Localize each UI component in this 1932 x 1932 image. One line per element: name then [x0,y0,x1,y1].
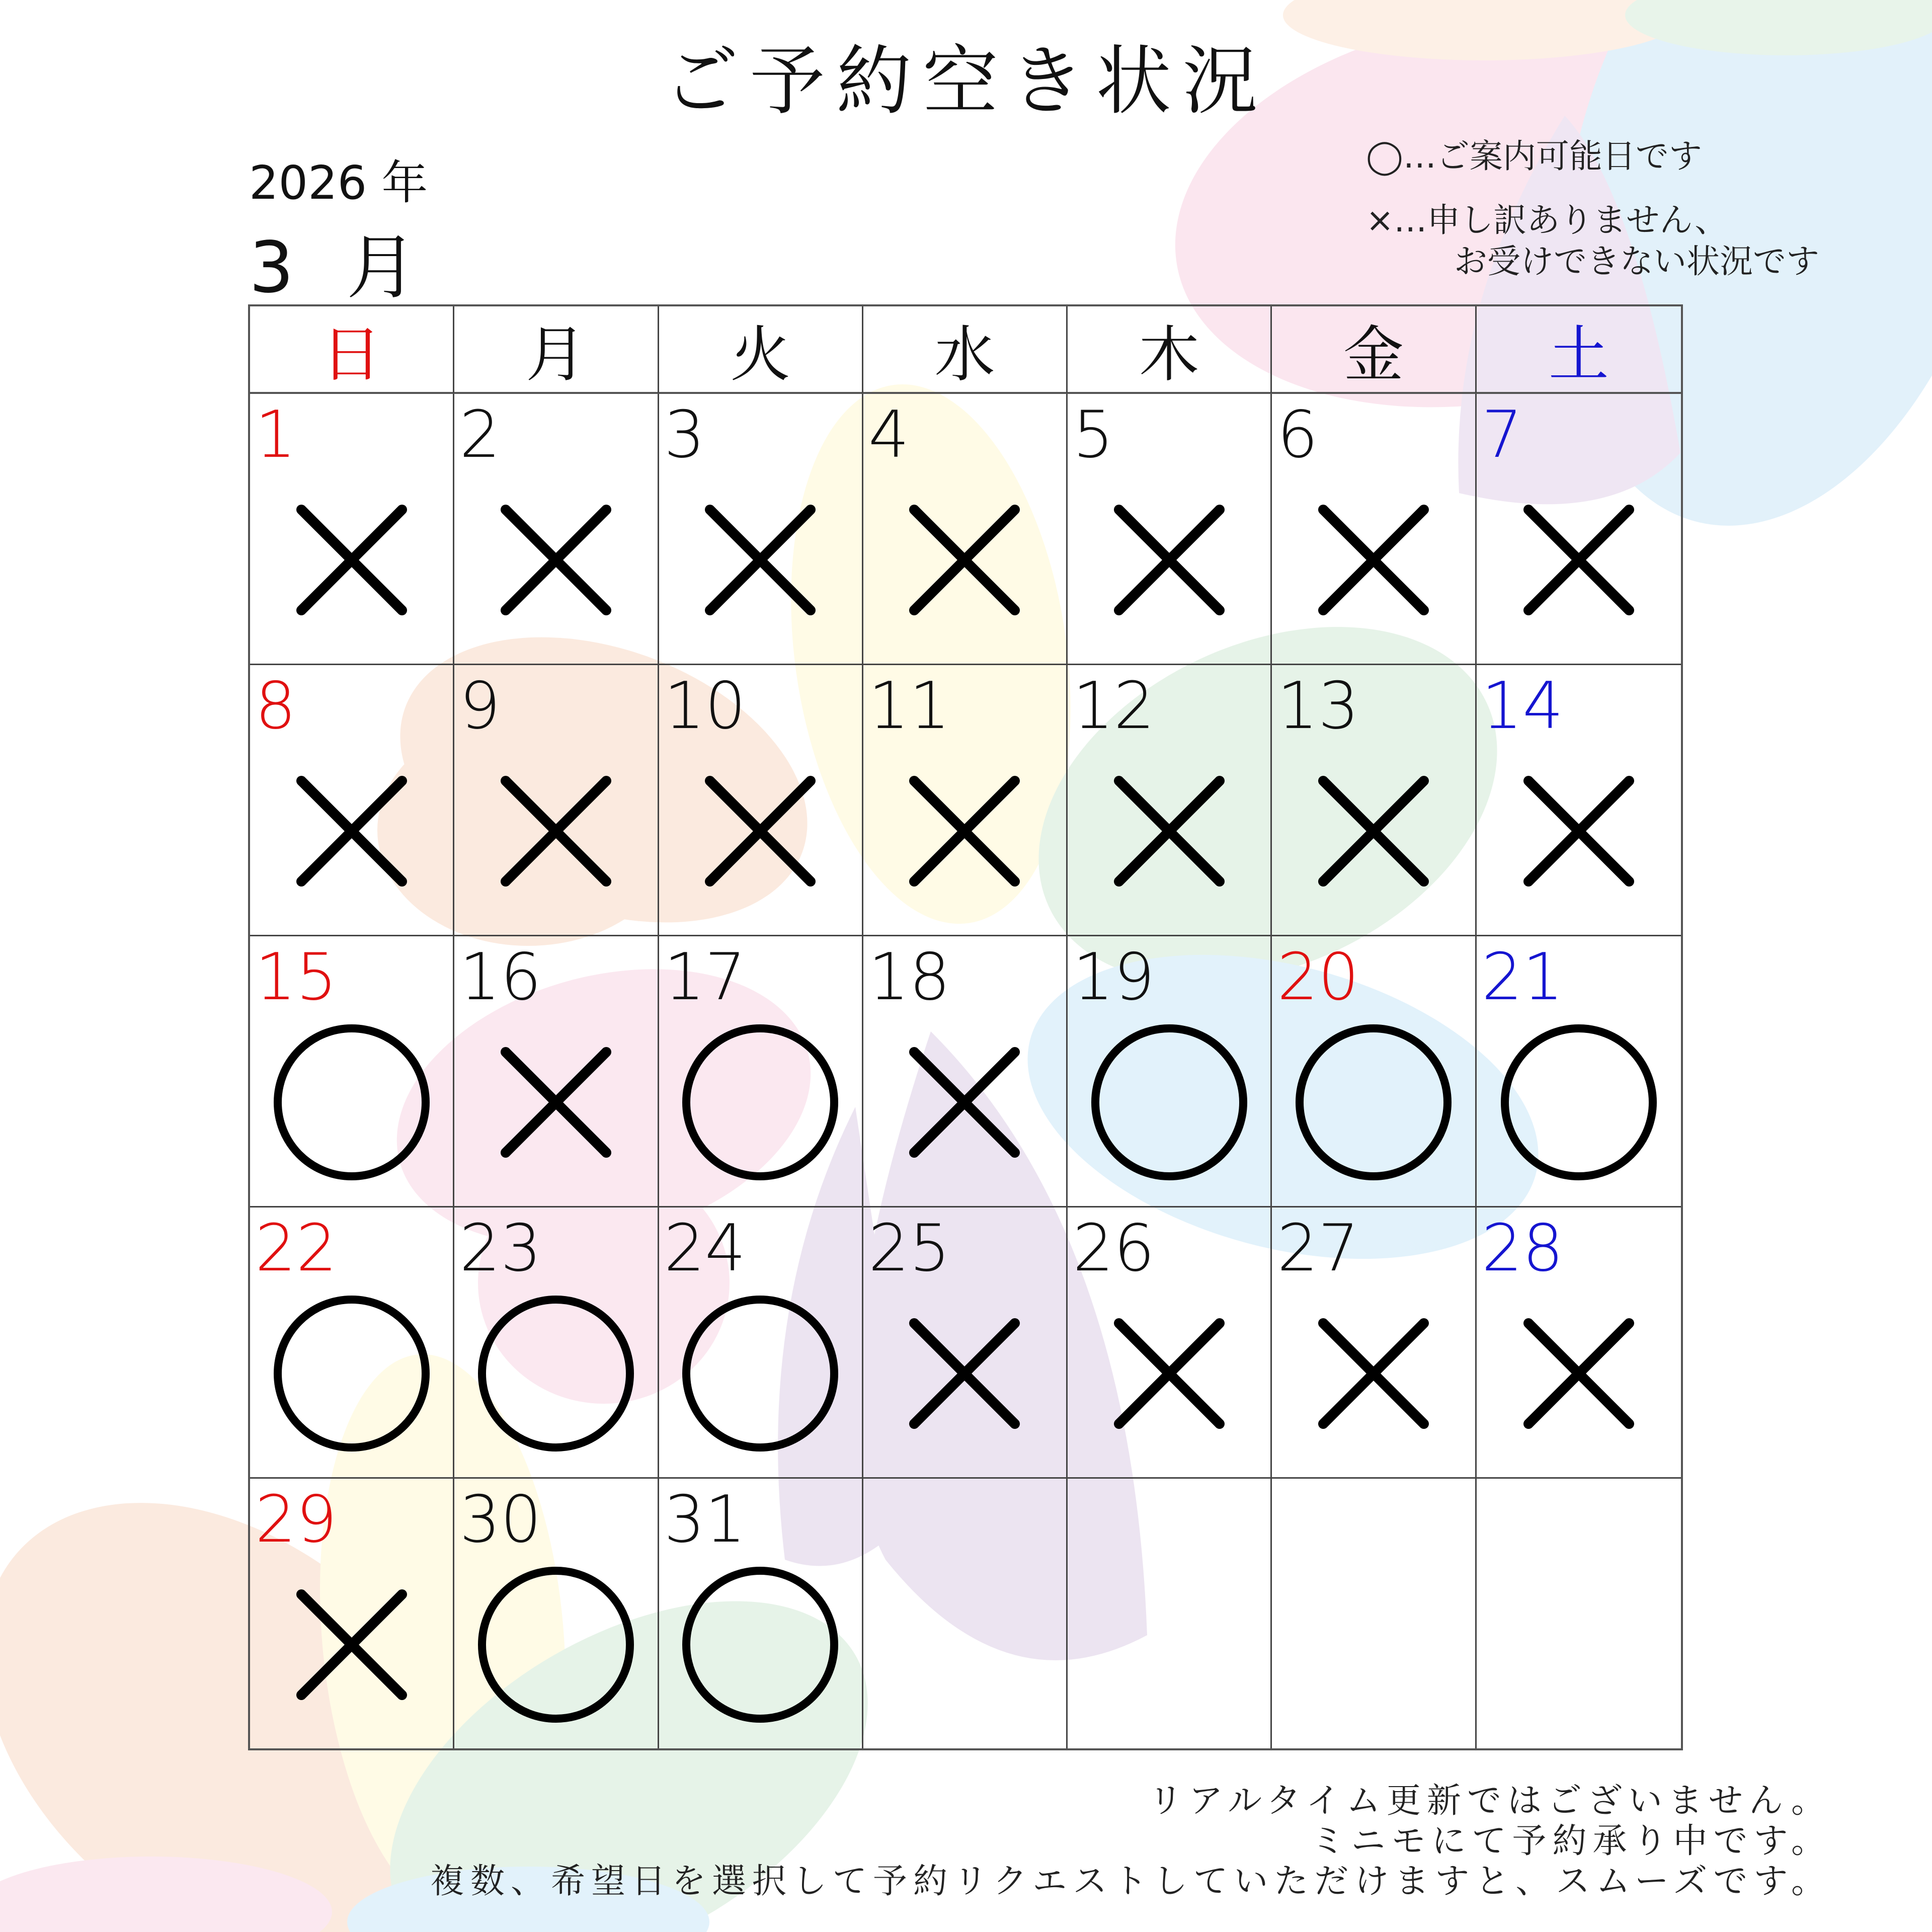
available-circle-icon [680,1293,841,1454]
available-circle-icon [1498,1022,1659,1183]
weekday-wed: 水 [863,306,1068,393]
legend [1366,136,1819,283]
weekday-tue: 火 [659,306,863,393]
weekday-thu: 木 [1068,306,1272,393]
day-cell [659,665,863,935]
day-cell [863,665,1068,935]
day-number: 29 [255,1482,337,1557]
calendar-week-row [250,665,1681,936]
available-circle-icon [271,1022,432,1183]
footer-notes [430,1781,1831,1902]
legend-unavailable [1366,200,1819,283]
legend-unavailable-line1: ×…申し訳ありません、 [1366,200,1728,239]
day-number: 7 [1481,397,1523,472]
calendar-weeks [250,394,1681,1748]
day-number: 27 [1277,1211,1359,1286]
unavailable-cross-icon [907,773,1022,889]
day-number: 31 [664,1482,746,1557]
day-number: 2 [459,397,501,472]
calendar-week-row [250,1479,1681,1748]
available-circle-icon [680,1022,841,1183]
unavailable-cross-icon [702,502,818,618]
empty-day-cell [1477,1479,1681,1748]
unavailable-cross-icon [294,502,410,618]
unavailable-cross-icon [498,502,614,618]
legend-available: ◯…ご案内可能日です [1366,137,1702,176]
weekday-mon: 月 [454,306,659,393]
day-number: 21 [1481,940,1564,1015]
day-number: 25 [868,1211,950,1286]
day-cell [659,1208,863,1477]
day-cell [250,665,454,935]
unavailable-cross-icon [1111,502,1227,618]
day-cell [1068,936,1272,1206]
footer-line-realtime: リアルタイム更新ではございません。 [1148,1781,1831,1821]
day-cell [454,1479,659,1748]
day-cell [1068,665,1272,935]
unavailable-cross-icon [907,1316,1022,1431]
day-number: 13 [1277,669,1359,744]
weekday-sun: 日 [250,306,454,393]
calendar-week-row [250,936,1681,1208]
day-number: 10 [664,669,746,744]
day-number: 19 [1073,940,1155,1015]
day-cell [250,394,454,664]
day-number: 22 [255,1211,337,1286]
month-label: 3 月 [249,227,432,309]
unavailable-cross-icon [294,773,410,889]
day-cell [1068,1208,1272,1477]
legend-unavailable-line2: お受けできない状況です [1454,242,1819,281]
year-label: 2026 年 [249,156,428,210]
available-circle-icon [475,1564,636,1725]
day-cell [1477,1208,1681,1477]
day-cell [659,936,863,1206]
unavailable-cross-icon [1316,1316,1431,1431]
calendar-week-row [250,394,1681,665]
unavailable-cross-icon [1521,773,1637,889]
calendar-week-row [250,1208,1681,1479]
day-number: 1 [255,397,296,472]
weekday-fri: 金 [1272,306,1476,393]
day-cell [454,1208,659,1477]
day-cell [454,665,659,935]
empty-day-cell [1068,1479,1272,1748]
day-cell [1272,394,1476,664]
day-number: 14 [1481,669,1564,744]
footer-line-request: 複数、希望日を選択して予約リクエストしていただけますと、スムーズです。 [430,1862,1831,1902]
day-number: 23 [459,1211,542,1286]
available-circle-icon [1293,1022,1454,1183]
unavailable-cross-icon [1111,773,1227,889]
day-cell [659,1479,863,1748]
day-number: 26 [1073,1211,1155,1286]
day-cell [1477,936,1681,1206]
day-cell [1477,665,1681,935]
day-cell [250,936,454,1206]
day-cell [1477,394,1681,664]
unavailable-cross-icon [1521,1316,1637,1431]
day-number: 24 [664,1211,746,1286]
day-cell [1272,665,1476,935]
unavailable-cross-icon [1111,1316,1227,1431]
available-circle-icon [271,1293,432,1454]
day-cell [863,936,1068,1206]
day-number: 9 [459,669,501,744]
unavailable-cross-icon [702,773,818,889]
unavailable-cross-icon [1521,502,1637,618]
day-number: 11 [868,669,950,744]
page-title: ご予約空き状況 [663,38,1269,125]
unavailable-cross-icon [498,773,614,889]
day-cell [250,1479,454,1748]
availability-calendar [248,304,1683,1750]
day-number: 6 [1277,397,1318,472]
day-number: 15 [255,940,337,1015]
unavailable-cross-icon [294,1587,410,1703]
weekday-sat: 土 [1548,320,1609,390]
unavailable-cross-icon [907,1044,1022,1160]
unavailable-cross-icon [1316,502,1431,618]
day-cell [1272,1208,1476,1477]
empty-day-cell [863,1479,1068,1748]
footer-line-minimo: ミニモにて予約承り中です。 [1311,1821,1831,1862]
available-circle-icon [1089,1022,1250,1183]
day-cell [454,394,659,664]
unavailable-cross-icon [907,502,1022,618]
available-circle-icon [475,1293,636,1454]
day-number: 20 [1277,940,1359,1015]
day-cell [454,936,659,1206]
day-number: 18 [868,940,950,1015]
day-number: 5 [1073,397,1114,472]
day-number: 28 [1481,1211,1564,1286]
day-cell [250,1208,454,1477]
day-cell [863,1208,1068,1477]
day-number: 16 [459,940,542,1015]
day-number: 17 [664,940,746,1015]
day-cell [1272,936,1476,1206]
day-number: 30 [459,1482,542,1557]
day-number: 8 [255,669,296,744]
weekday-header [250,306,1681,394]
day-number: 3 [664,397,705,472]
unavailable-cross-icon [1316,773,1431,889]
available-circle-icon [680,1564,841,1725]
unavailable-cross-icon [498,1044,614,1160]
day-cell [1068,394,1272,664]
empty-day-cell [1272,1479,1476,1748]
day-cell [659,394,863,664]
day-cell [863,394,1068,664]
day-number: 12 [1073,669,1155,744]
day-number: 4 [868,397,910,472]
